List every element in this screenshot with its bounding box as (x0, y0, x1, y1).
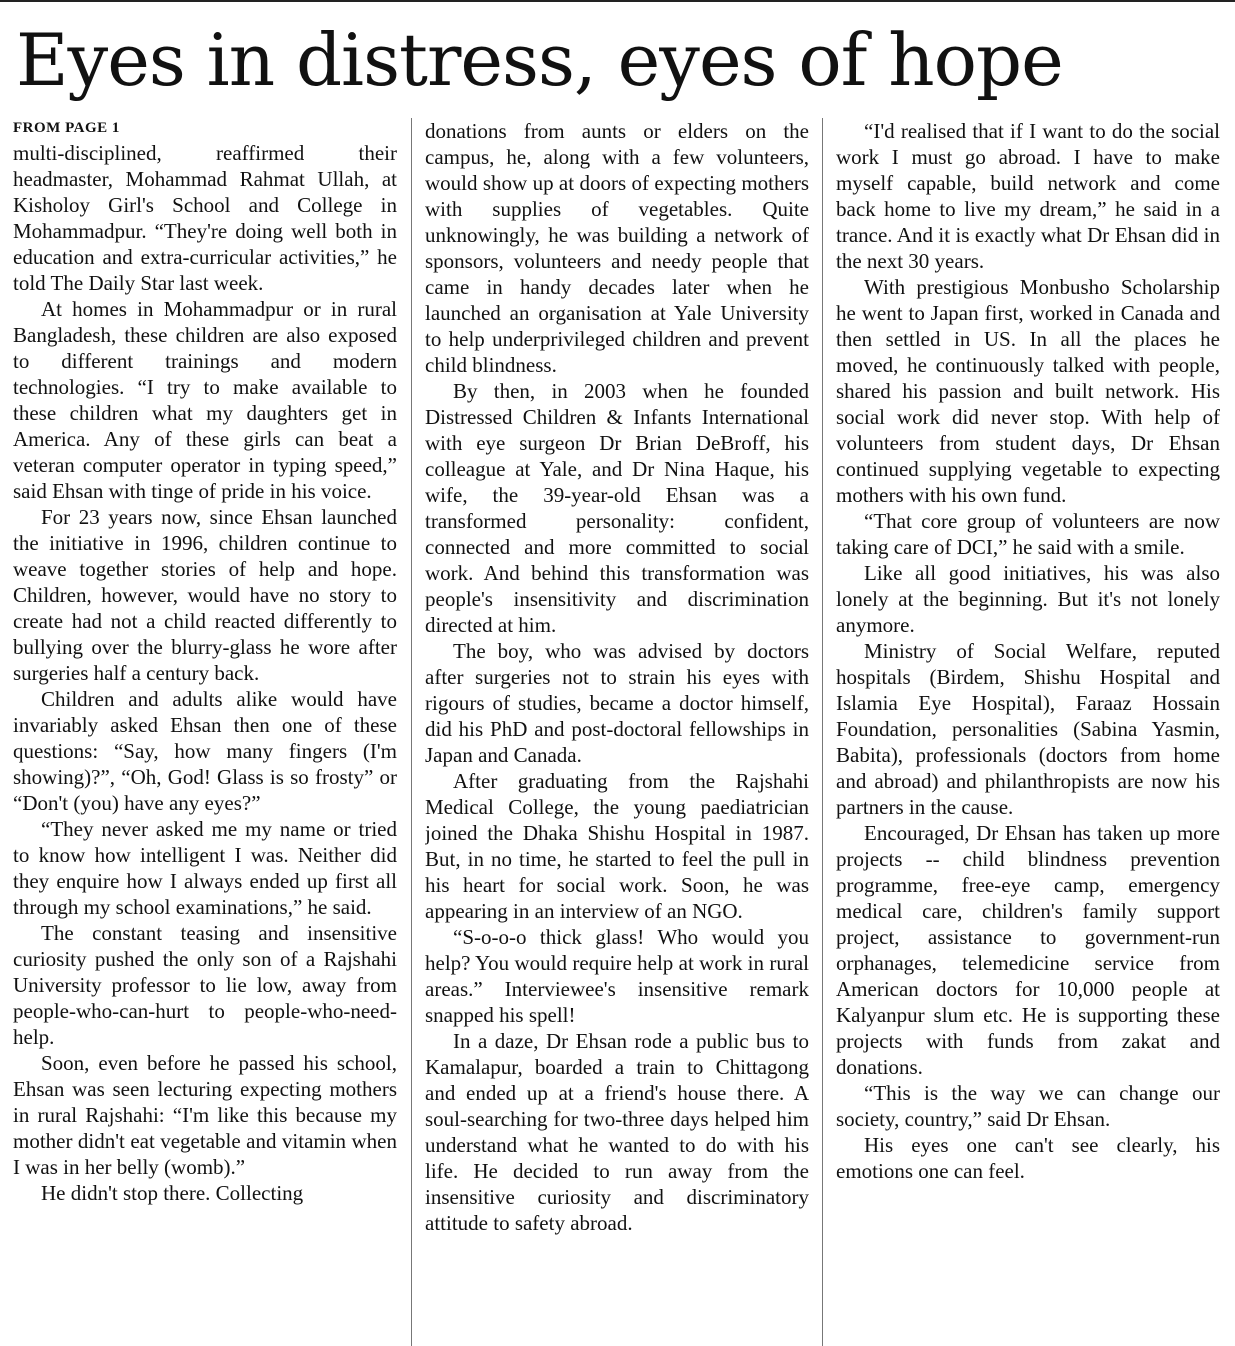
article-column-1 (13, 118, 397, 1346)
article-column-3 (836, 118, 1220, 1346)
paragraph: “I'd realised that if I want to do the social work I must go abroad. I have to make myself capable, build network and come back home to live my dream,” he said in a trance. And it is exactly what Dr Ehsan did in the next 30 years. (836, 119, 1220, 273)
paragraph: In a daze, Dr Ehsan rode a public bus to Kamalapur, boarded a train to Chittagong and ended up at a friend's house there. A soul-searching for two-three days helped him understand what he wanted to do with his life. He decided to run away from the insensitive curiosity and discriminatory attitude to safety abroad. (425, 1029, 809, 1235)
headline: Eyes in distress, eyes of hope (16, 18, 1063, 102)
paragraph: Ministry of Social Welfare, reputed hospitals (Birdem, Shishu Hospital and Islamia Eye Hospital), Faraaz Hossain Foundation, personalities (Sabina Yasmin, Babita), professionals (doctors from home and abroad) and philanthropists are now his partners in the cause. (836, 639, 1220, 819)
column-divider (822, 118, 823, 1346)
paragraph: By then, in 2003 when he founded Distressed Children & Infants International with eye surgeon Dr Brian DeBroff, his colleague at Yale, and Dr Nina Haque, his wife, the 39-year-old Ehsan was a transformed personality: confident, connected and more committed to social work. And behind this transformation was people's insensitivity and discrimination directed at him. (425, 379, 809, 637)
paragraph: With prestigious Monbusho Scholarship he went to Japan first, worked in Canada and then settled in US. In all the places he moved, he continuously talked with people, shared his passion and built network. His social work did never stop. With help of volunteers from student days, Dr Ehsan continued supplying vegetable to expecting mothers with his own fund. (836, 275, 1220, 507)
paragraph: Like all good initiatives, his was also lonely at the beginning. But it's not lonely anymore. (836, 561, 1220, 637)
top-rule (0, 0, 1235, 2)
paragraph: “S-o-o-o thick glass! Who would you help? You would require help at work in rural areas.” Interviewee's insensitive remark snapped his spell! (425, 925, 809, 1027)
paragraph: At homes in Mohammadpur or in rural Bangladesh, these children are also exposed to different trainings and modern technologies. “I try to make available to these children what my daughters get in America. Any of these girls can beat a veteran computer operator in typing speed,” said Ehsan with tinge of pride in his voice. (13, 297, 397, 503)
article-column-2 (425, 118, 809, 1346)
column-divider (411, 118, 412, 1346)
paragraph: The boy, who was advised by doctors after surgeries not to strain his eyes with rigours of studies, became a doctor himself, did his PhD and post-doctoral fellowships in Japan and Canada. (425, 639, 809, 767)
paragraph: “They never asked me my name or tried to know how intelligent I was. Neither did they enquire how I always ended up first all through my school examinations,” he said. (13, 817, 397, 919)
paragraph: For 23 years now, since Ehsan launched the initiative in 1996, children continue to weave together stories of help and hope. Children, however, would have no story to create had not a child reacted differently to bullying over the blurry-glass he wore after surgeries half a century back. (13, 505, 397, 685)
paragraph: After graduating from the Rajshahi Medical College, the young paediatrician joined the Dhaka Shishu Hospital in 1987. But, in no time, he started to feel the pull in his heart for social work. Soon, he was appearing in an interview of an NGO. (425, 769, 809, 923)
paragraph: The constant teasing and insensitive curiosity pushed the only son of a Rajshahi University professor to lie low, away from people-who-can-hurt to people-who-need-help. (13, 921, 397, 1049)
paragraph: “That core group of volunteers are now taking care of DCI,” he said with a smile. (836, 509, 1220, 559)
dateline: FROM PAGE 1 (13, 120, 120, 136)
paragraph: Children and adults alike would have invariably asked Ehsan then one of these questions: “Say, how many fingers (I'm showing)?”, “Oh, God! Glass is so frosty” or “Don't (you) have any eyes?” (13, 687, 397, 815)
paragraph: multi-disciplined, reaffirmed their headmaster, Mohammad Rahmat Ullah, at Kisholoy Girl's School and College in Mohammadpur. “They're doing well both in education and extra-curricular activities,” he told The Daily Star last week. (13, 141, 397, 295)
paragraph: donations from aunts or elders on the campus, he, along with a few volunteers, would show up at doors of expecting mothers with supplies of vegetables. Quite unknowingly, he was building a network of sponsors, volunteers and needy people that came in handy decades later when he launched an organisation at Yale University to help underprivileged children and prevent child blindness. (425, 119, 809, 377)
paragraph: His eyes one can't see clearly, his emotions one can feel. (836, 1133, 1220, 1183)
paragraph: “This is the way we can change our society, country,” said Dr Ehsan. (836, 1081, 1220, 1131)
paragraph: He didn't stop there. Collecting (41, 1181, 304, 1205)
paragraph: Encouraged, Dr Ehsan has taken up more projects -- child blindness prevention programme, free-eye camp, emergency medical care, children's family support project, assistance to government-run orphanages, telemedicine service from American doctors for 10,000 people at Kalyanpur slum etc. He is supporting these projects with funds from zakat and donations. (836, 821, 1220, 1079)
paragraph: Soon, even before he passed his school, Ehsan was seen lecturing expecting mothers in rural Rajshahi: “I'm like this because my mother didn't eat vegetable and vitamin when I was in her belly (womb).” (13, 1051, 397, 1179)
